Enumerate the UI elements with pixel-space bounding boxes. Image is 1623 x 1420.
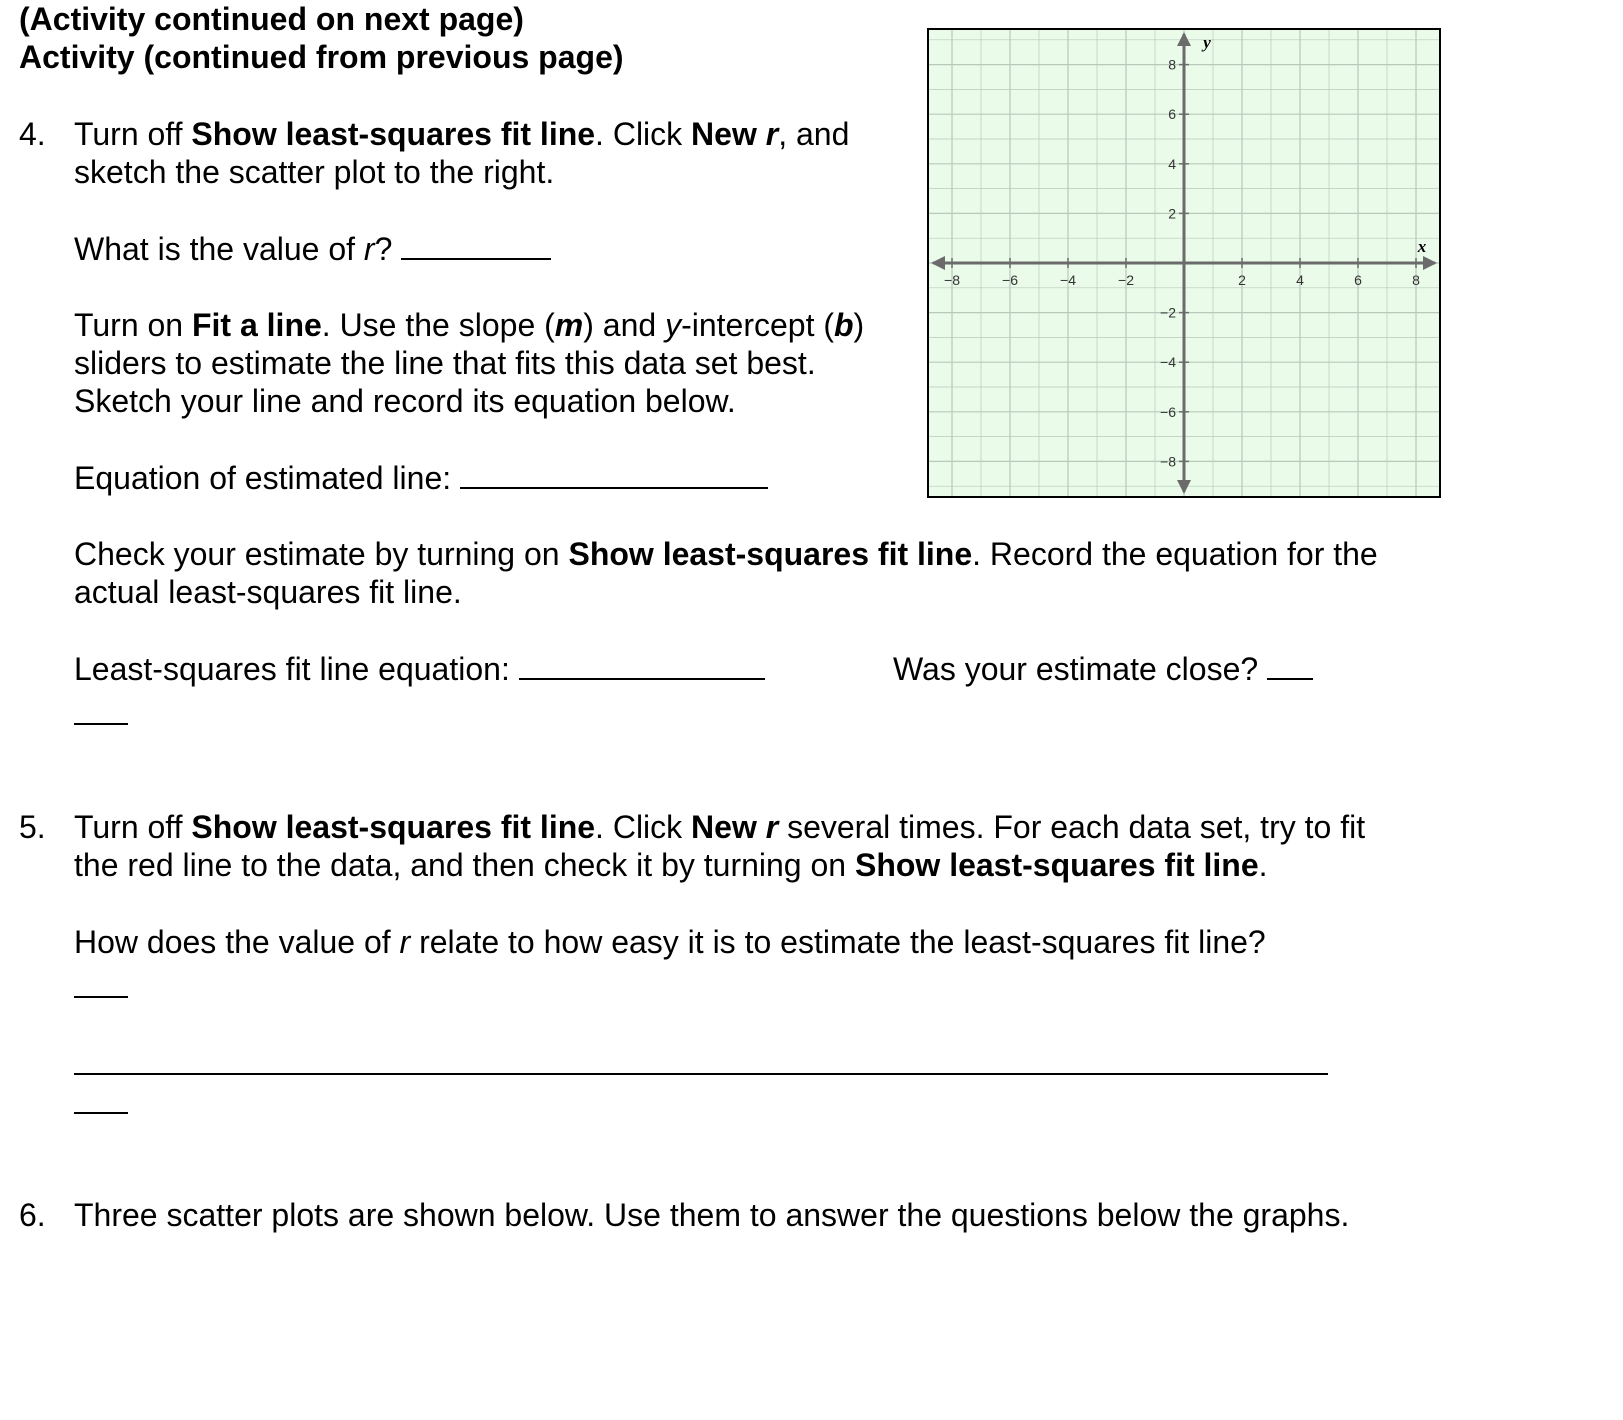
q5-instruction-line2: the red line to the data, and then check it by turning on Show least-squares fit line. bbox=[74, 847, 1268, 883]
r-value-blank[interactable] bbox=[401, 232, 551, 260]
estimate-close-blank[interactable] bbox=[1267, 652, 1313, 680]
q6-text: Three scatter plots are shown below. Use them to answer the questions below the graphs. bbox=[74, 1197, 1350, 1233]
y-axis-label: y bbox=[1203, 33, 1211, 52]
q4-check-line2: actual least-squares fit line. bbox=[74, 574, 462, 610]
q4-check-line1: Check your estimate by turning on Show least-squares fit line. Record the equation for the bbox=[74, 536, 1378, 572]
y-tick-label: −8 bbox=[1160, 453, 1176, 470]
continued-prev-title: Activity (continued from previous page) bbox=[19, 39, 624, 75]
q5-instruction-line1: Turn off Show least-squares fit line. Click New r several times. For each data set, try to fit bbox=[74, 809, 1366, 845]
q4-estimated-equation: Equation of estimated line: bbox=[74, 459, 768, 497]
continued-next-note: (Activity continued on next page) bbox=[19, 1, 524, 37]
y-tick-label: 4 bbox=[1168, 155, 1176, 172]
coordinate-grid bbox=[927, 28, 1441, 498]
q4-number: 4. bbox=[19, 116, 46, 152]
q5-answer-blank-2[interactable] bbox=[74, 1073, 1328, 1075]
q4-fit-line1: Turn on Fit a line. Use the slope (m) and y-intercept (b) bbox=[74, 307, 865, 343]
y-tick-label: 2 bbox=[1168, 205, 1176, 222]
y-tick-label: −2 bbox=[1160, 304, 1176, 321]
q5-number: 5. bbox=[19, 809, 46, 845]
estimate-close-blank-cont[interactable] bbox=[74, 723, 128, 725]
q4-estimate-close: Was your estimate close? bbox=[893, 650, 1313, 688]
q5-answer-blank-1[interactable] bbox=[74, 996, 128, 998]
x-tick-label: 2 bbox=[1238, 272, 1246, 288]
x-tick-label: −4 bbox=[1060, 272, 1076, 288]
x-tick-label: 6 bbox=[1354, 272, 1362, 288]
q4-instruction-line2: sketch the scatter plot to the right. bbox=[74, 154, 555, 190]
q4-ls-equation: Least-squares fit line equation: bbox=[74, 650, 765, 688]
x-axis-label: x bbox=[1417, 237, 1427, 256]
y-tick-label: 6 bbox=[1168, 106, 1176, 123]
x-tick-label: 4 bbox=[1296, 272, 1304, 288]
x-tick-label: −2 bbox=[1118, 272, 1134, 288]
q4-instruction-line1: Turn off Show least-squares fit line. Click New r, and bbox=[74, 116, 850, 152]
q6-number: 6. bbox=[19, 1197, 46, 1233]
q4-fit-line2: sliders to estimate the line that fits this data set best. bbox=[74, 345, 816, 381]
y-tick-label: −6 bbox=[1160, 403, 1176, 420]
x-tick-label: −6 bbox=[1002, 272, 1018, 288]
estimated-equation-blank[interactable] bbox=[460, 461, 768, 489]
x-tick-label: 8 bbox=[1412, 272, 1420, 288]
q4-r-question: What is the value of r? bbox=[74, 230, 551, 268]
y-tick-label: −4 bbox=[1160, 354, 1176, 371]
q5-answer-blank-3[interactable] bbox=[74, 1112, 128, 1114]
q5-question: How does the value of r relate to how easy it is to estimate the least-squares fit line? bbox=[74, 924, 1266, 960]
y-tick-label: 8 bbox=[1168, 56, 1176, 73]
q4-fit-line3: Sketch your line and record its equation below. bbox=[74, 383, 736, 419]
x-tick-label: −8 bbox=[944, 272, 960, 288]
ls-equation-blank[interactable] bbox=[519, 652, 765, 680]
